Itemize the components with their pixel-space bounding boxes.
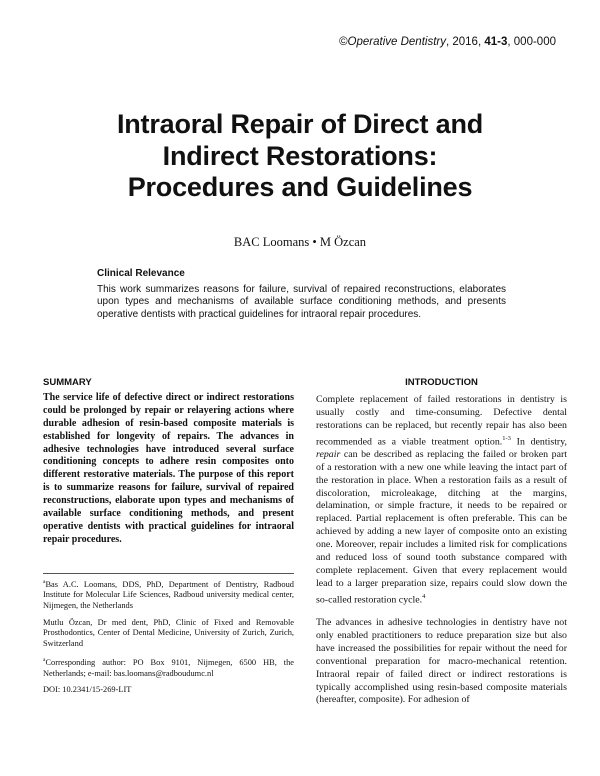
title-line-2: Indirect Restorations: (162, 140, 438, 171)
summary-heading: SUMMARY (43, 377, 92, 388)
footnote-author-2: Mutlu Özcan, Dr med dent, PhD, Clinic of Fixed and Removable Prosthodontics, Center of Dental Medicine, University of Zurich, Zurich, Switzerland (43, 617, 294, 648)
footnote-author-1-text: Bas A.C. Loomans, DDS, PhD, Department of Dentistry, Radboud Institute for Molecular Life Sciences, Radboud university medical center, Nijmegen, the Netherlands (43, 579, 294, 610)
clinical-relevance-heading: Clinical Relevance (97, 268, 185, 279)
intro-p1-part-a: Complete replacement of failed restorations in dentistry is usually costly and time-consuming. Defective dental restorations can be replaced, but recently repair has also been recommended as a viable treatment option. (316, 393, 567, 447)
footnote-divider (43, 573, 294, 574)
citation: 1-3 (502, 434, 511, 442)
left-column (43, 377, 294, 547)
doi: DOI: 10.2341/15-269-LIT (43, 685, 132, 695)
intro-p1-part-c: can be described as replacing the failed or broken part of a restoration with a new one while leaving the intact part of the restoration in place. When a restoration fails as a result of discoloration, microleakage, ditching at the margins, delamination, or simple fracture, it needs to be repaired or replaced. Partial replacement is often preferable. This can be achieved by adding a new layer of composite onto an existing one. Moreover, repair includes a limited risk for complications and reduced loss of sound tooth substance compared with complete replacement. Given that every replacement would lead to a larger preparation size, repairs could slow down the so-called restoration cycle. (316, 448, 567, 606)
clinical-relevance-text: This work summarizes reasons for failure, survival of repaired reconstructions, elaborates upon types and mechanisms of available surface conditioning methods, and presents operative dentists with practical guidelines for intraoral repair procedures. (97, 284, 506, 320)
journal-header (339, 36, 556, 48)
footnote-corresponding-text: Corresponding author: PO Box 9101, Nijmegen, 6500 HB, the Netherlands; e-mail: bas.loomans@radboudumc.nl (43, 658, 294, 678)
footnote-author-1 (43, 577, 294, 612)
journal-pages: , 000-000 (507, 36, 556, 48)
summary-text: The service life of defective direct or indirect restorations could be prolonged by repair or relayering actions where durable adhesion of resin-based composite materials is established for longevity of repairs. The advances in adhesive technologies have introduced several surface conditioning concepts to adhere resin composites onto different restorative materials. The purpose of this report is to summarize reasons for failure, survival of repaired reconstructions, elaborate upon types and mechanisms of available surface conditioning methods, and present operative dentists with practical guidelines for intraoral repair procedures. (43, 391, 294, 545)
journal-name: Operative Dentistry (347, 36, 446, 48)
footnote-mark: a (43, 657, 46, 664)
introduction-paragraph-1 (316, 394, 567, 607)
copyright-symbol: © (339, 36, 348, 48)
introduction-paragraph-2: The advances in adhesive technologies in dentistry have not only enabled practitioners to reduce preparation size but also have increased the possibilities for repair without the need for conventional preparation for macro-mechanical retention. Intraoral repair of failed direct or indirect restorations is typically accomplished using resin-based composite materials (hereafter, composite). For adhesion of (316, 617, 567, 706)
footnote-mark: a (43, 579, 46, 585)
journal-volume: 41-3 (484, 36, 508, 48)
journal-year: , 2016, (445, 36, 485, 48)
author-list: BAC Loomans • M Özcan (233, 235, 367, 249)
intro-p1-part-b: In dentistry, (510, 435, 567, 447)
title-line-3: Procedures and Guidelines (127, 172, 473, 202)
citation: 4 (422, 592, 426, 600)
footnotes (43, 577, 294, 696)
right-column (316, 377, 567, 707)
title-line-1: Intraoral Repair of Direct and (116, 109, 484, 139)
footnote-corresponding (43, 655, 294, 679)
term-repair: repair (316, 448, 341, 460)
introduction-heading: INTRODUCTION (405, 377, 478, 388)
article-title (40, 109, 560, 204)
